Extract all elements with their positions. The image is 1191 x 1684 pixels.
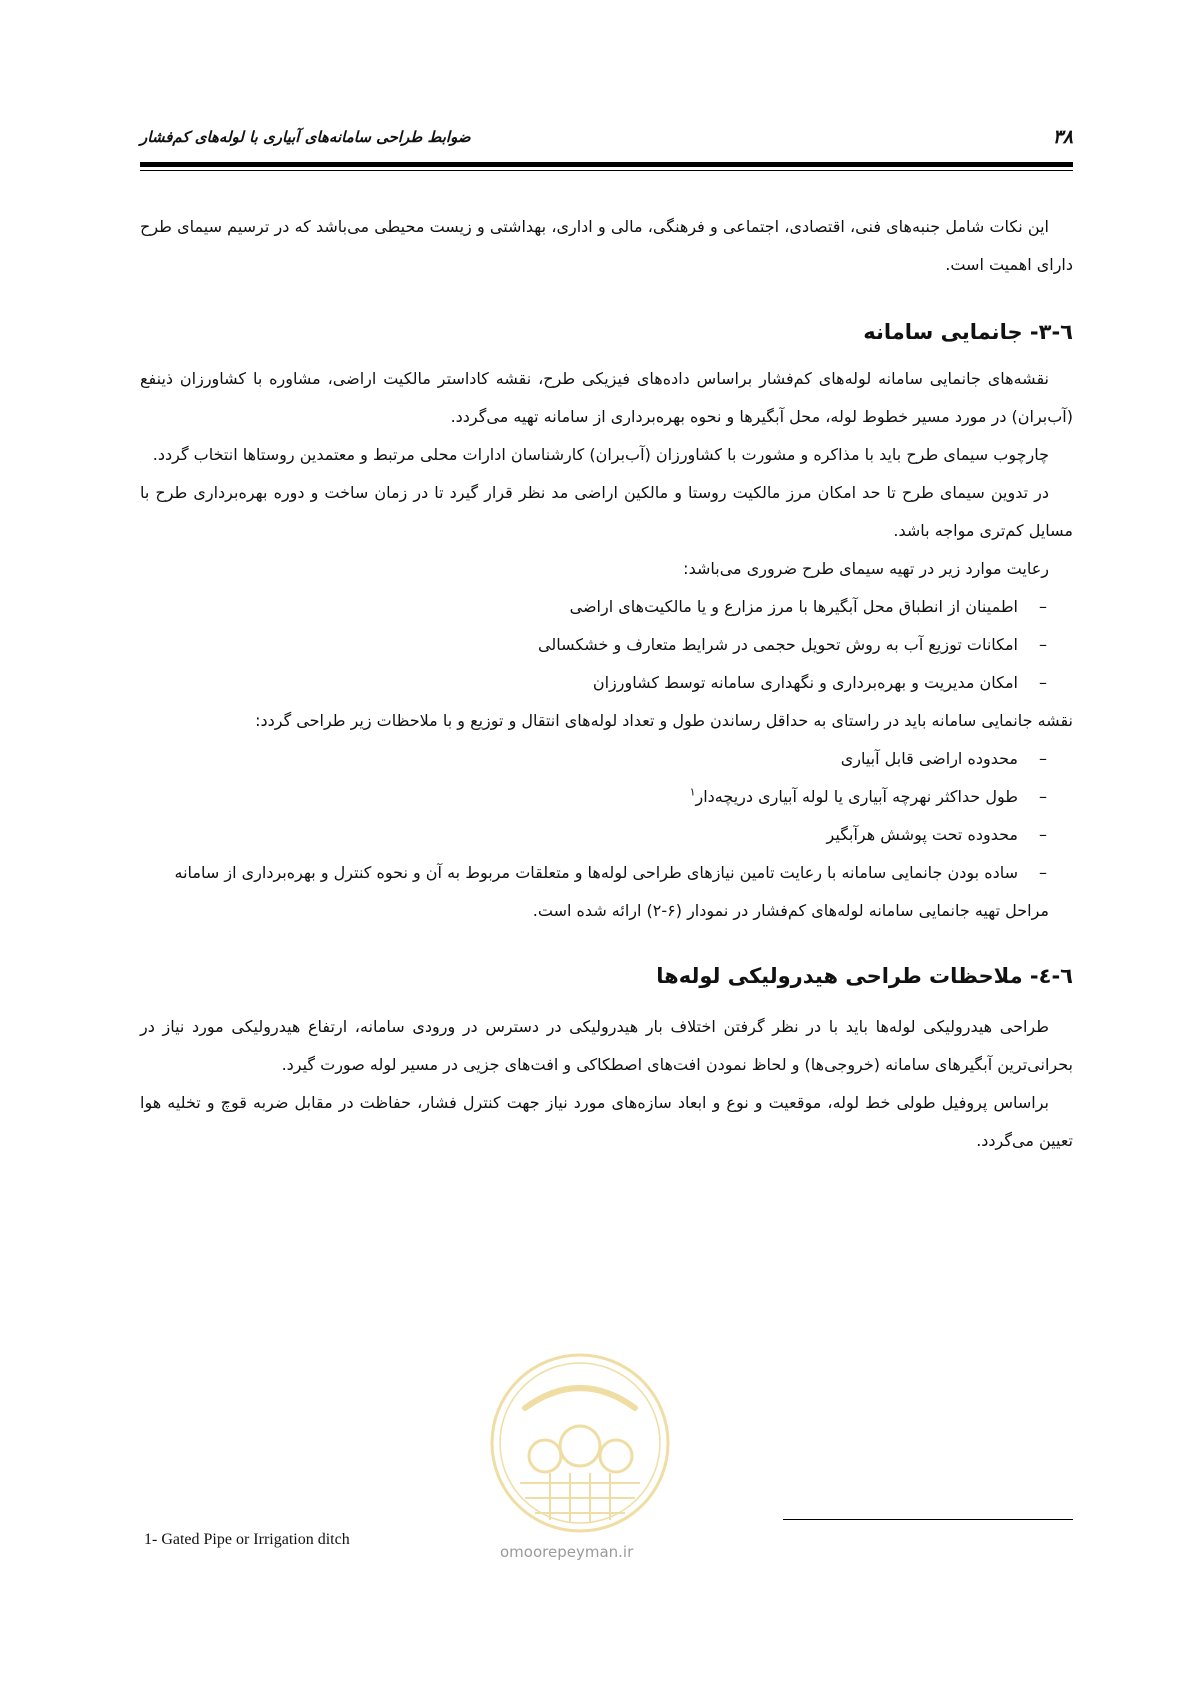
omoorepeyman-seal-icon (480, 1348, 680, 1538)
list-item (140, 740, 1073, 778)
paragraph: چارچوب سیمای طرح باید با مذاکره و مشورت با کشاورزان (آب‌بران) کارشناسان ادارات محلی مرتبط و معتمدین روستاها انتخاب گردد. (152, 445, 1049, 464)
list-item (140, 588, 1073, 626)
list-item-text: ساده بودن جانمایی سامانه با رعایت تامین نیازهای طراحی لوله‌ها و متعلقات مربوط به آن و نحوه کنترل و بهره‌برداری از سامانه (174, 863, 1018, 882)
header-rule-thick (140, 162, 1073, 167)
list-dash: – (1039, 863, 1047, 882)
list-item-text: امکانات توزیع آب به روش تحویل حجمی در شرایط متعارف و خشکسالی (538, 635, 1018, 654)
page-header (140, 124, 1073, 154)
list-item (140, 778, 1073, 816)
paragraph: رعایت موارد زیر در تهیه سیمای طرح ضروری می‌باشد: (683, 559, 1049, 578)
list-item (140, 664, 1073, 702)
list-dash: – (1039, 787, 1047, 806)
footnote: 1- Gated Pipe or Irrigation ditch (144, 1531, 350, 1548)
header-rule-thin (140, 170, 1073, 171)
list-item-text: اطمینان از انطباق محل آبگیرها با مرز مزارع و یا مالکیت‌های اراضی (569, 597, 1018, 616)
list-item-text: طول حداکثر نهرچه آبیاری یا لوله آبیاری دریچه‌دار (695, 787, 1018, 806)
list-item (140, 816, 1073, 854)
list-item (140, 626, 1073, 664)
footnote-rule (783, 1519, 1073, 1520)
list-dash: – (1039, 825, 1047, 844)
considerations-list (140, 740, 1073, 892)
intro-paragraph: این نکات شامل جنبه‌های فنی، اقتصادی، اجتماعی و فرهنگی، مالی و اداری، بهداشتی و زیست محیطی می‌باشد که در ترسیم سیمای طرح دارای اهمیت است. (140, 217, 1073, 274)
paragraph: نقشه‌های جانمایی سامانه لوله‌های کم‌فشار براساس داده‌های فیزیکی طرح، نقشه کاداستر مالکیت اراضی، مشاوره با کشاورزان ذینفع (آب‌بران) در مورد مسیر خطوط لوله، محل آبگیرها و نحوه بهره‌برداری از سامانه تهیه می‌گردد. (140, 369, 1073, 426)
paragraph: مراحل تهیه جانمایی سامانه لوله‌های کم‌فشار در نمودار (۶-۲) ارائه شده است. (532, 901, 1049, 920)
section-heading-hydraulic-design: ٦-٤- ملاحظات طراحی هیدرولیکی لوله‌ها (656, 964, 1073, 988)
page-number: ۳۸ (1052, 126, 1073, 148)
list-dash: – (1039, 597, 1047, 616)
list-item-text: محدوده تحت پوشش هرآبگیر (826, 825, 1018, 844)
list-dash: – (1039, 749, 1047, 768)
main-content (140, 208, 1073, 1160)
paragraph: براساس پروفیل طولی خط لوله، موقعیت و نوع و ابعاد سازه‌های مورد نیاز جهت کنترل فشار، حفاظت در مقابل ضربه قوچ و تخلیه هوا تعیین می‌گردد. (140, 1093, 1073, 1150)
requirements-list (140, 588, 1073, 702)
footnote-marker[interactable]: ۱ (689, 785, 696, 799)
list-item (140, 854, 1073, 892)
list-dash: – (1039, 635, 1047, 654)
watermark-text: omoorepeyman.ir (500, 1543, 634, 1561)
section-heading-site-layout: ٦-٣- جانمایی سامانه (863, 320, 1073, 344)
paragraph: طراحی هیدرولیکی لوله‌ها باید با در نظر گرفتن اختلاف بار هیدرولیکی در دسترس در ورودی سامانه، ارتفاع هیدرولیکی مورد نیاز در بحرانی‌ترین آبگیرهای سامانه (خروجی‌ها) و لحاظ نمودن افت‌های اصطکاکی و افت‌های جزیی در مسیر لوله صورت گیرد. (140, 1017, 1073, 1074)
running-title: ضوابط طراحی سامانه‌های آبیاری با لوله‌های کم‌فشار (140, 128, 471, 146)
list-dash: – (1039, 673, 1047, 692)
list-item-text: محدوده اراضی قابل آبیاری (840, 749, 1018, 768)
list-item-text: امکان مدیریت و بهره‌برداری و نگهداری سامانه توسط کشاورزان (592, 673, 1018, 692)
paragraph: در تدوین سیمای طرح تا حد امکان مرز مالکیت روستا و مالکین اراضی مد نظر قرار گیرد تا در زمان ساخت و دوره بهره‌برداری طرح با مسایل کم‌تری مواجه باشد. (140, 483, 1073, 540)
paragraph: نقشه جانمایی سامانه باید در راستای به حداقل رساندن طول و تعداد لوله‌های انتقال و توزیع و با ملاحظات زیر طراحی گردد: (255, 711, 1073, 730)
